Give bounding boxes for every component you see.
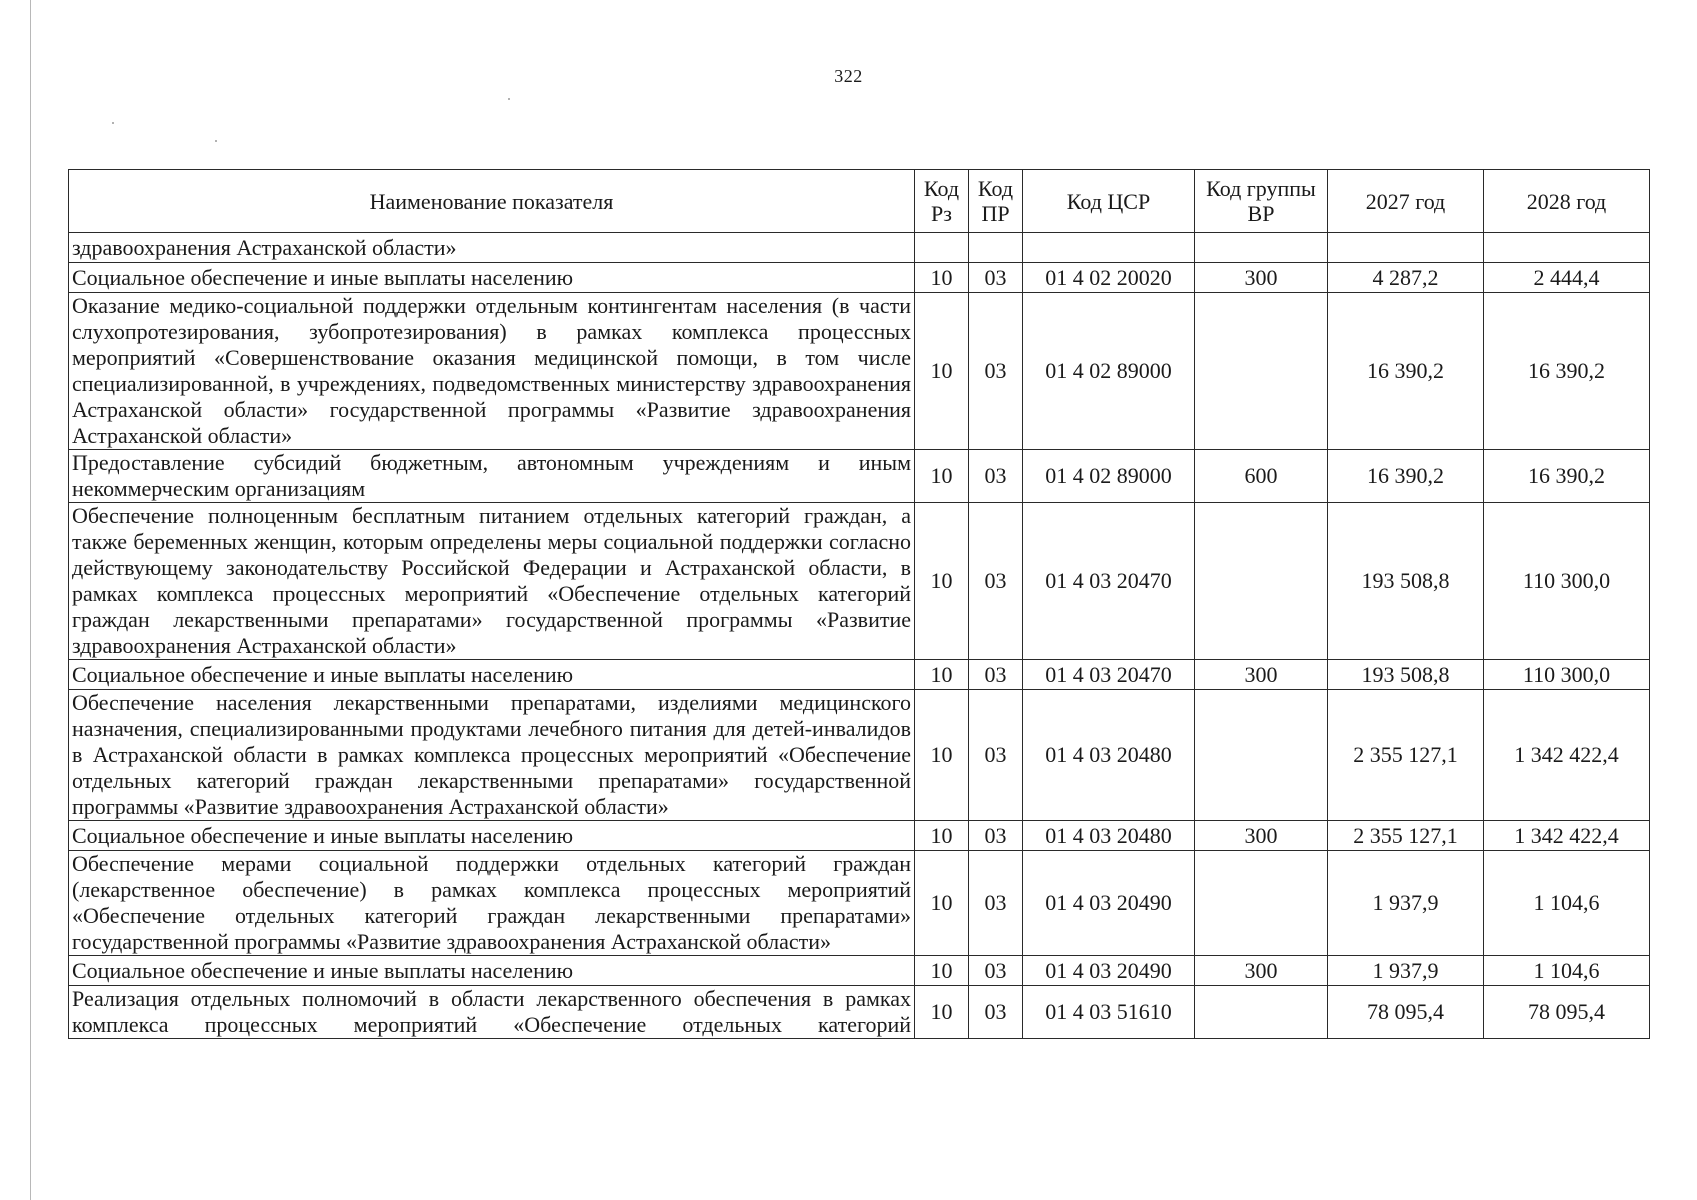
row-2027: 16 390,2 (1328, 450, 1484, 503)
header-vr: Код группы ВР (1195, 170, 1328, 233)
row-vr (1195, 503, 1328, 660)
row-name: Социальное обеспечение и иные выплаты населению (69, 821, 915, 851)
row-pr: 03 (969, 851, 1023, 956)
row-2028: 110 300,0 (1484, 660, 1650, 690)
row-pr: 03 (969, 450, 1023, 503)
row-2028: 16 390,2 (1484, 293, 1650, 450)
header-name: Наименование показателя (69, 170, 915, 233)
row-2028: 78 095,4 (1484, 986, 1650, 1039)
table-row (69, 450, 1650, 503)
page-number: 322 (834, 66, 863, 86)
row-2028: 1 342 422,4 (1484, 821, 1650, 851)
row-csr: 01 4 03 20490 (1023, 851, 1195, 956)
table-row (69, 851, 1650, 956)
row-2028: 2 444,4 (1484, 263, 1650, 293)
row-2027: 193 508,8 (1328, 660, 1484, 690)
row-name: Социальное обеспечение и иные выплаты населению (69, 660, 915, 690)
header-2027: 2027 год (1328, 170, 1484, 233)
left-margin-line (30, 0, 31, 1200)
row-pr: 03 (969, 660, 1023, 690)
row-csr: 01 4 03 20470 (1023, 660, 1195, 690)
row-rz: 10 (915, 660, 969, 690)
row-csr: 01 4 03 20470 (1023, 503, 1195, 660)
row-rz: 10 (915, 851, 969, 956)
row-2027: 4 287,2 (1328, 263, 1484, 293)
row-vr: 600 (1195, 450, 1328, 503)
row-2028: 110 300,0 (1484, 503, 1650, 660)
row-rz: 10 (915, 293, 969, 450)
row-2027: 2 355 127,1 (1328, 690, 1484, 821)
row-csr: 01 4 02 20020 (1023, 263, 1195, 293)
row-name: Социальное обеспечение и иные выплаты населению (69, 263, 915, 293)
table-row (69, 233, 1650, 263)
row-pr: 03 (969, 986, 1023, 1039)
row-2027: 16 390,2 (1328, 293, 1484, 450)
row-rz: 10 (915, 821, 969, 851)
row-pr: 03 (969, 690, 1023, 821)
row-rz: 10 (915, 450, 969, 503)
row-csr: 01 4 03 20480 (1023, 821, 1195, 851)
table-row (69, 660, 1650, 690)
row-2028: 1 104,6 (1484, 956, 1650, 986)
row-name: Социальное обеспечение и иные выплаты населению (69, 956, 915, 986)
row-name: Обеспечение мерами социальной поддержки отдельных категорий граждан (лекарственное обеспечение) в рамках комплекса процессных мероприятий «Обеспечение отдельных категорий граждан лекарственными препаратами» государственной программы «Развитие здравоохранения Астраханской области» (69, 851, 915, 956)
row-2027: 193 508,8 (1328, 503, 1484, 660)
row-vr: 300 (1195, 821, 1328, 851)
row-rz: 10 (915, 956, 969, 986)
row-name: Предоставление субсидий бюджетным, автономным учреждениям и иным некоммерческим организациям (69, 450, 915, 503)
row-vr: 300 (1195, 660, 1328, 690)
header-2028: 2028 год (1484, 170, 1650, 233)
row-2028 (1484, 233, 1650, 263)
row-2028: 16 390,2 (1484, 450, 1650, 503)
row-vr (1195, 986, 1328, 1039)
table-row (69, 956, 1650, 986)
table-header-row (69, 170, 1650, 233)
scan-speck (112, 122, 114, 124)
row-vr (1195, 233, 1328, 263)
row-vr (1195, 293, 1328, 450)
row-rz: 10 (915, 690, 969, 821)
row-vr (1195, 690, 1328, 821)
row-name: здравоохранения Астраханской области» (69, 233, 915, 263)
row-name: Обеспечение населения лекарственными препаратами, изделиями медицинского назначения, специализированными продуктами лечебного питания для детей-инвалидов в Астраханской области в рамках комплекса процессных мероприятий «Обеспечение отдельных категорий граждан лекарственными препаратами» государственной программы «Развитие здравоохранения Астраханской области» (69, 690, 915, 821)
row-pr (969, 233, 1023, 263)
table-row (69, 821, 1650, 851)
table-row (69, 503, 1650, 660)
row-2027: 1 937,9 (1328, 851, 1484, 956)
row-name: Оказание медико-социальной поддержки отдельным контингентам населения (в части слухопротезирования, зубопротезирования) в рамках комплекса процессных мероприятий «Совершенствование оказания медицинской помощи, в том числе специализированной, в учреждениях, подведомственных министерству здравоохранения Астраханской области» государственной программы «Развитие здравоохранения Астраханской области» (69, 293, 915, 450)
row-2028: 1 342 422,4 (1484, 690, 1650, 821)
row-rz: 10 (915, 986, 969, 1039)
row-csr: 01 4 03 20480 (1023, 690, 1195, 821)
header-csr: Код ЦСР (1023, 170, 1195, 233)
row-csr: 01 4 03 51610 (1023, 986, 1195, 1039)
row-2027: 2 355 127,1 (1328, 821, 1484, 851)
table-row (69, 263, 1650, 293)
budget-table (68, 169, 1650, 1039)
header-pr: Код ПР (969, 170, 1023, 233)
scan-speck (508, 98, 510, 100)
row-csr (1023, 233, 1195, 263)
row-vr: 300 (1195, 263, 1328, 293)
row-rz: 10 (915, 503, 969, 660)
row-pr: 03 (969, 293, 1023, 450)
row-2028: 1 104,6 (1484, 851, 1650, 956)
row-name: Обеспечение полноценным бесплатным питанием отдельных категорий граждан, а также беременных женщин, которым определены меры социальной поддержки согласно действующему законодательству Российской Федерации и Астраханской области, в рамках комплекса процессных мероприятий «Обеспечение отдельных категорий граждан лекарственными препаратами» государственной программы «Развитие здравоохранения Астраханской области» (69, 503, 915, 660)
row-pr: 03 (969, 503, 1023, 660)
row-pr: 03 (969, 956, 1023, 986)
row-rz: 10 (915, 263, 969, 293)
table-row (69, 986, 1650, 1039)
row-pr: 03 (969, 821, 1023, 851)
scan-speck (215, 140, 217, 142)
row-csr: 01 4 02 89000 (1023, 450, 1195, 503)
row-csr: 01 4 03 20490 (1023, 956, 1195, 986)
row-2027 (1328, 233, 1484, 263)
row-csr: 01 4 02 89000 (1023, 293, 1195, 450)
header-rz: Код Рз (915, 170, 969, 233)
row-name: Реализация отдельных полномочий в области лекарственного обеспечения в рамках комплекса процессных мероприятий «Обеспечение отдельных категорий (69, 986, 915, 1039)
row-2027: 78 095,4 (1328, 986, 1484, 1039)
row-2027: 1 937,9 (1328, 956, 1484, 986)
row-vr: 300 (1195, 956, 1328, 986)
row-pr: 03 (969, 263, 1023, 293)
table-row (69, 293, 1650, 450)
row-vr (1195, 851, 1328, 956)
row-rz (915, 233, 969, 263)
table-row (69, 690, 1650, 821)
